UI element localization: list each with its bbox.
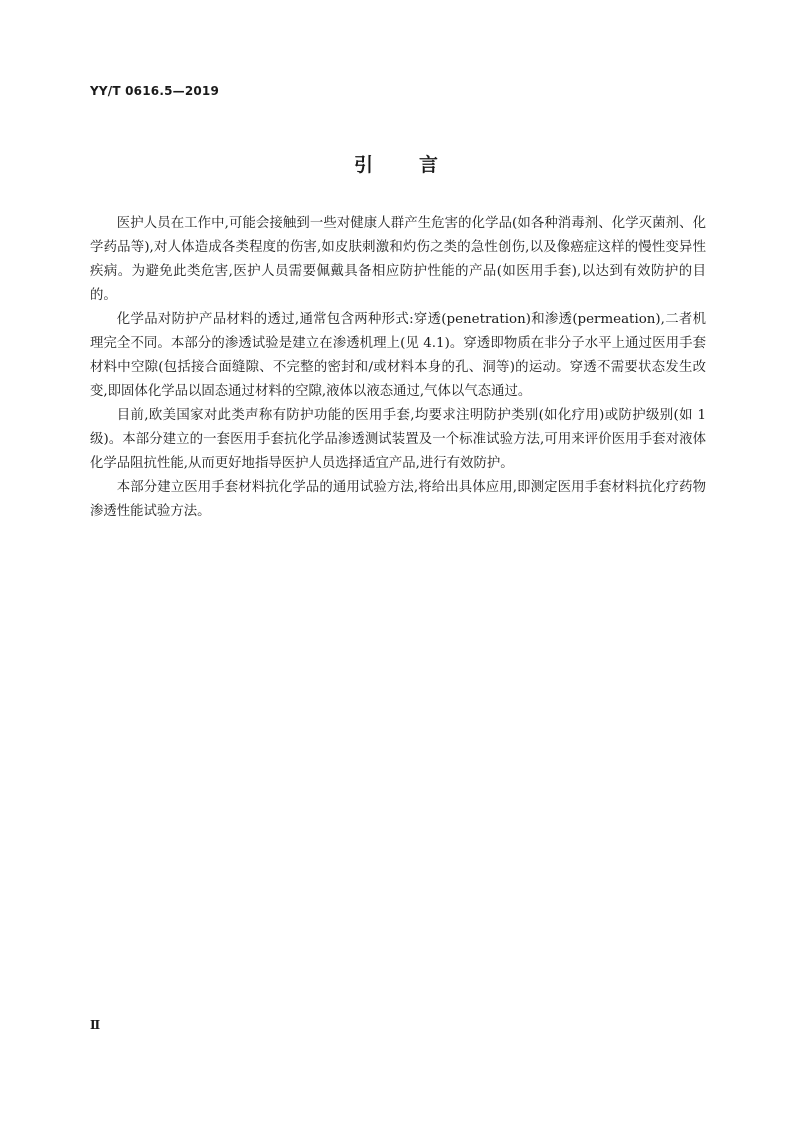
standard-number: YY/T 0616.5—2019 bbox=[90, 84, 220, 98]
title-char-2: 言 bbox=[419, 154, 441, 176]
page-title bbox=[0, 150, 794, 177]
title-char-1: 引 bbox=[353, 154, 375, 176]
paragraph-2: 化学品对防护产品材料的透过,通常包含两种形式:穿透(penetration)和渗透(permeation),二者机理完全不同。本部分的渗透试验是建立在渗透机理上(见 4.1)。穿透即物质在非分子水平上通过医用手套材料中空隙(包括接合面缝隙、不完整的密封和/或材料本身的孔、洞等)的运动。穿透不需要状态发生改变,即固体化学品以固态通过材料的空隙,液体以液态通过,气体以气态通过。 bbox=[90, 312, 706, 399]
introduction-body bbox=[90, 212, 706, 524]
paragraph-4: 本部分建立医用手套材料抗化学品的通用试验方法,将给出具体应用,即测定医用手套材料抗化疗药物渗透性能试验方法。 bbox=[90, 480, 706, 519]
paragraph-3: 目前,欧美国家对此类声称有防护功能的医用手套,均要求注明防护类别(如化疗用)或防护级别(如 1 级)。本部分建立的一套医用手套抗化学品渗透测试装置及一个标准试验方法,可用来评价医用手套对液体化学品阻抗性能,从而更好地指导医护人员选择适宜产品,进行有效防护。 bbox=[90, 408, 706, 471]
page-number: Ⅱ bbox=[90, 1018, 101, 1032]
paragraph-1: 医护人员在工作中,可能会接触到一些对健康人群产生危害的化学品(如各种消毒剂、化学灭菌剂、化学药品等),对人体造成各类程度的伤害,如皮肤刺激和灼伤之类的急性创伤,以及像癌症这样的慢性变异性疾病。为避免此类危害,医护人员需要佩戴具备相应防护性能的产品(如医用手套),以达到有效防护的目的。 bbox=[90, 216, 706, 303]
